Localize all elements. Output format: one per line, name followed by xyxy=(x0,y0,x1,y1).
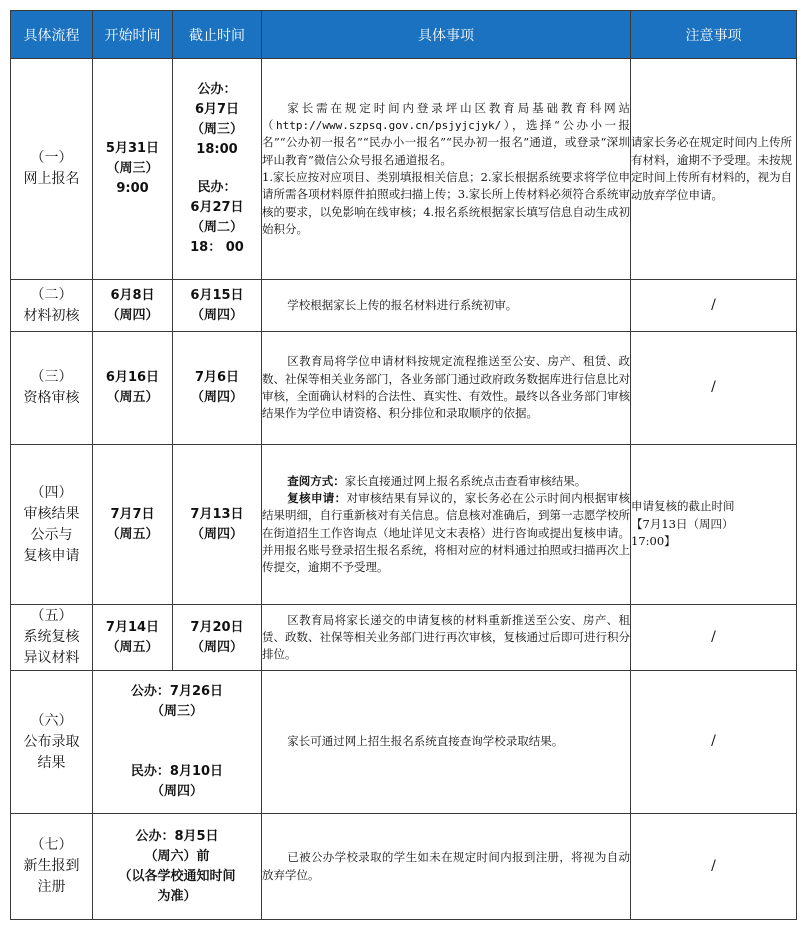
stage-title-line3: 复核申请 xyxy=(23,547,80,564)
stage-number: （一） xyxy=(30,150,73,166)
detail-steps: 1.家长应按对应项目、类别填报相关信息；2.家长根据系统要求将学位申请所需各项材料原件拍照或扫描上传；3.家长所上传材料必须符合系统审核的要求，以免影响在线审核；4.报名系统根据家长填写信息自动生成初始积分。 xyxy=(262,170,630,236)
detail-text-review: 家长直接通过网上报名系统点击查看审核结果。 xyxy=(344,473,587,488)
note-text: / xyxy=(711,296,716,313)
notes-cell xyxy=(631,445,797,605)
stage-cell xyxy=(11,445,93,605)
details-cell xyxy=(262,605,631,671)
start-date: 6月16日 xyxy=(105,370,160,385)
end-weekday: （周四） xyxy=(190,390,243,405)
detail-text: 学校根据家长上传的报名材料进行系统初审。 xyxy=(287,297,518,312)
stage-title: 审核结果 xyxy=(23,505,80,522)
start-weekday: （周五） xyxy=(106,526,159,542)
stage-title-line2: 公示与 xyxy=(30,526,73,543)
stage-cell xyxy=(11,332,93,445)
start-time-cell xyxy=(93,59,173,280)
stage-title: 公布录取 xyxy=(23,733,80,750)
stage-cell xyxy=(11,671,93,814)
time-cell-merged xyxy=(93,814,262,920)
stage-number: （五） xyxy=(30,608,73,624)
start-time-cell xyxy=(93,280,173,332)
start-date: 7月7日 xyxy=(110,506,155,522)
start-time-cell xyxy=(93,332,173,445)
stage-title: 系统复核 xyxy=(23,629,80,645)
table-row xyxy=(11,671,797,814)
table-row xyxy=(11,445,797,605)
start-weekday: （周四） xyxy=(106,307,159,323)
end-date: 6月15日 xyxy=(190,287,244,303)
detail-label-recheck: 复核申请： xyxy=(287,490,347,505)
stage-cell xyxy=(11,59,93,280)
stage-title: 材料初核 xyxy=(23,307,80,324)
note-deadline-time: 17:00】 xyxy=(631,534,676,549)
stage-title: 网上报名 xyxy=(23,171,80,187)
detail-text: 家长可通过网上招生报名系统直接查询学校录取结果。 xyxy=(287,734,564,749)
note-text: / xyxy=(711,628,716,645)
details-cell xyxy=(262,814,631,920)
end-weekday: （周四） xyxy=(190,526,243,542)
stage-cell xyxy=(11,814,93,920)
end-label-public: 公办： xyxy=(197,82,237,97)
details-cell xyxy=(262,280,631,332)
stage-cell xyxy=(11,280,93,332)
details-cell xyxy=(262,332,631,445)
register-date: 公办：8月5日 xyxy=(135,828,219,844)
note-text: 请家长务必在规定时间内上传所有材料，逾期不予受理。未按规定时间上传所有材料的，视为自动放弃学位申请。 xyxy=(631,135,792,202)
note-text: / xyxy=(711,733,716,750)
stage-title-line2: 注册 xyxy=(37,879,66,895)
detail-intro-cont: ），选择“公办小一报名”“公办初一报名”“民办小一报名”“民办初一报名”通道，或登录“深圳坪山教育”微信公众号报名通道报名。 xyxy=(262,118,631,167)
note-text: 申请复核的截止时间 xyxy=(631,499,735,514)
start-clock: 9:00 xyxy=(116,181,149,196)
stage-title: 新生报到 xyxy=(23,858,80,874)
notes-cell xyxy=(631,671,797,814)
start-weekday: （周五） xyxy=(106,390,159,405)
end-clock-private: 18： 00 xyxy=(190,240,244,255)
stage-number: （三） xyxy=(30,369,73,385)
notes-cell xyxy=(631,280,797,332)
start-weekday: （周五） xyxy=(106,639,159,655)
notes-cell xyxy=(631,814,797,920)
website-url: http://www.szpsq.gov.cn/psjyjcjyk/ xyxy=(276,119,502,133)
register-note: （以各学校通知时间 xyxy=(118,868,236,884)
note-text: / xyxy=(711,857,716,874)
detail-intro: 家长需在规定时间内登录坪山区教育局基础教育科网站（ xyxy=(262,100,630,133)
details-cell xyxy=(262,445,631,605)
header-details: 具体事项 xyxy=(262,11,631,59)
notes-cell xyxy=(631,605,797,671)
note-deadline-date: 【7月13日（周四） xyxy=(631,516,734,531)
end-time-cell xyxy=(173,605,262,671)
header-notes: 注意事项 xyxy=(631,11,797,59)
end-date: 7月20日 xyxy=(190,619,244,635)
stage-title: 资格审核 xyxy=(23,390,80,406)
release-weekday-public: （周三） xyxy=(150,704,203,719)
release-date-public: 公办：7月26日 xyxy=(130,684,224,699)
details-cell xyxy=(262,59,631,280)
start-time-cell xyxy=(93,445,173,605)
end-time-cell xyxy=(173,59,262,280)
end-weekday: （周四） xyxy=(190,307,243,323)
end-time-cell xyxy=(173,445,262,605)
note-text: / xyxy=(711,379,716,396)
table-row xyxy=(11,332,797,445)
end-label-private: 民办： xyxy=(197,180,237,195)
detail-text-recheck: 对审核结果有异议的，家长务必在公示时间内根据审核结果明细，自行重新核对有关信息。信息核对准确后，到第一志愿学校所在街道招生工作咨询点（地址详见文末表格）进行咨询或提出复核申请。并用报名账号登录招生报名系统，将相对应的材料通过拍照或扫描再次上传提交，逾期不予受理。 xyxy=(262,490,631,575)
end-weekday: （周四） xyxy=(190,639,243,655)
end-date-public: 6月7日 xyxy=(194,102,240,117)
stage-number: （四） xyxy=(30,484,73,501)
end-date: 7月6日 xyxy=(194,370,240,385)
release-weekday-private: （周四） xyxy=(150,784,203,799)
end-date-private: 6月27日 xyxy=(190,200,244,215)
header-end-time: 截止时间 xyxy=(173,11,262,59)
end-date: 7月13日 xyxy=(190,506,244,522)
stage-cell xyxy=(11,605,93,671)
table-header-row xyxy=(11,11,797,59)
register-note-cont: 为准） xyxy=(157,888,197,904)
enrollment-schedule-table xyxy=(10,10,797,920)
header-start-time: 开始时间 xyxy=(93,11,173,59)
release-date-private: 民办：8月10日 xyxy=(130,764,224,779)
notes-cell xyxy=(631,59,797,280)
stage-number: （六） xyxy=(30,712,73,729)
end-weekday-public: （周三） xyxy=(190,122,243,137)
end-time-cell xyxy=(173,332,262,445)
end-weekday-private: （周二） xyxy=(190,220,243,235)
stage-number: （二） xyxy=(30,286,73,303)
start-time-cell xyxy=(93,605,173,671)
start-date: 6月8日 xyxy=(110,287,155,303)
stage-title-line2: 异议材料 xyxy=(23,650,80,666)
table-row xyxy=(11,605,797,671)
detail-label-review: 查阅方式： xyxy=(287,473,345,488)
start-weekday: （周三） xyxy=(106,161,159,176)
detail-text: 区教育局将家长递交的申请复核的材料重新推送至公安、房产、租赁、政数、社保等相关业务部门进行再次审核，复核通过后即可进行积分排位。 xyxy=(262,612,630,662)
stage-title-line2: 结果 xyxy=(37,754,66,771)
start-date: 7月14日 xyxy=(105,619,160,635)
table-row xyxy=(11,814,797,920)
header-process: 具体流程 xyxy=(11,11,93,59)
time-cell-merged xyxy=(93,671,262,814)
stage-number: （七） xyxy=(30,837,73,853)
detail-text: 已被公办学校录取的学生如未在规定时间内报到注册，将视为自动放弃学位。 xyxy=(262,850,630,882)
end-time-cell xyxy=(173,280,262,332)
table-row xyxy=(11,59,797,280)
start-date: 5月31日 xyxy=(105,141,160,156)
detail-text: 区教育局将学位申请材料按规定流程推送至公安、房产、租赁、政数、社保等相关业务部门，各业务部门通过政府政务数据库进行信息比对审核，全面确认材料的合法性、真实性、有效性。最终以各业务部门审核结果作为学位申请资格、积分排位和录取顺序的依据。 xyxy=(262,354,630,421)
register-weekday: （周六）前 xyxy=(144,848,210,864)
notes-cell xyxy=(631,332,797,445)
details-cell xyxy=(262,671,631,814)
table-row xyxy=(11,280,797,332)
end-clock-public: 18:00 xyxy=(196,142,238,157)
